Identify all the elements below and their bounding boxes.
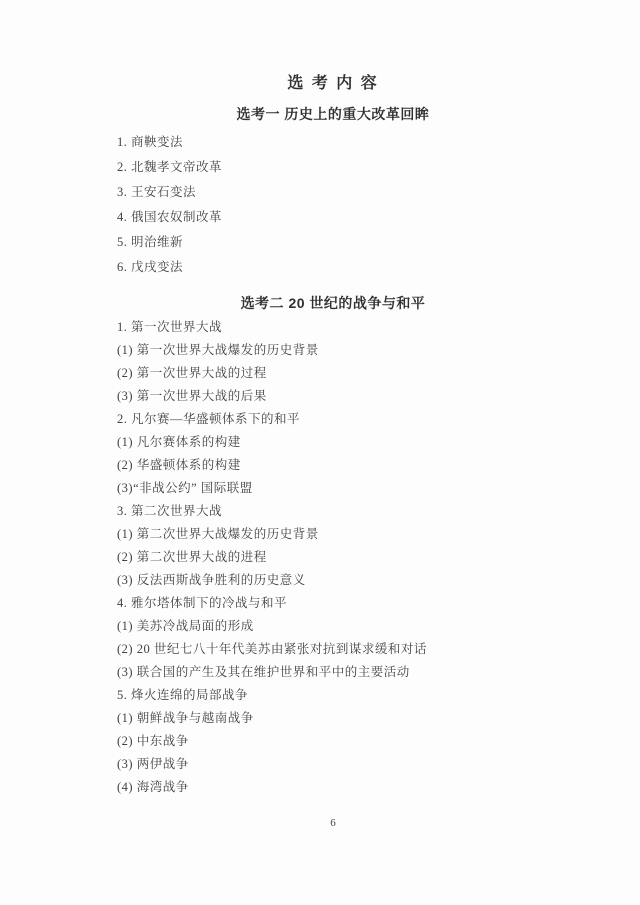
list-item: 2. 凡尔赛—华盛顿体系下的和平 (117, 412, 301, 426)
list-item: (1) 朝鲜战争与越南战争 (117, 711, 254, 725)
list-item: (3) 反法西斯战争胜利的历史意义 (117, 573, 306, 587)
page-content (117, 0, 549, 830)
list-item: (2) 第一次世界大战的过程 (117, 366, 267, 380)
list-item: (2) 20 世纪七八十年代美苏由紧张对抗到谋求缓和对话 (117, 642, 427, 656)
section-1-heading: 选考一 历史上的重大改革回眸 (236, 106, 430, 122)
section-1-list (117, 130, 549, 280)
list-item: 2. 北魏孝文帝改革 (117, 160, 223, 174)
list-item: 1. 第一次世界大战 (117, 320, 223, 334)
page-number: 6 (330, 817, 336, 829)
section-2-heading: 选考二 20 世纪的战争与和平 (240, 295, 426, 311)
list-item: 1. 商鞅变法 (117, 135, 184, 149)
list-item: 5. 烽火连绵的局部战争 (117, 688, 249, 702)
list-item: 6. 戊戌变法 (117, 260, 184, 274)
list-item: (2) 华盛顿体系的构建 (117, 458, 241, 472)
list-item: (4) 海湾战争 (117, 780, 189, 794)
list-item: (2) 第二次世界大战的进程 (117, 550, 267, 564)
page-title: 选 考 内 容 (287, 75, 379, 92)
list-item: (1) 美苏冷战局面的形成 (117, 619, 254, 633)
list-item: (1) 第一次世界大战爆发的历史背景 (117, 343, 319, 357)
list-item: (3) 两伊战争 (117, 757, 189, 771)
list-item: (3) 第一次世界大战的后果 (117, 389, 267, 403)
list-item: 4. 雅尔塔体制下的冷战与和平 (117, 596, 288, 610)
list-item: (2) 中东战争 (117, 734, 189, 748)
list-item: (3) 联合国的产生及其在维护世界和平中的主要活动 (117, 665, 410, 679)
list-item: (3)“非战公约” 国际联盟 (117, 481, 253, 495)
list-item: 3. 第二次世界大战 (117, 504, 223, 518)
list-item: (1) 凡尔赛体系的构建 (117, 435, 241, 449)
list-item: (1) 第二次世界大战爆发的历史背景 (117, 527, 319, 541)
list-item: 5. 明治维新 (117, 235, 184, 249)
list-item: 4. 俄国农奴制改革 (117, 210, 223, 224)
list-item: 3. 王安石变法 (117, 185, 197, 199)
section-2-list (117, 316, 549, 799)
